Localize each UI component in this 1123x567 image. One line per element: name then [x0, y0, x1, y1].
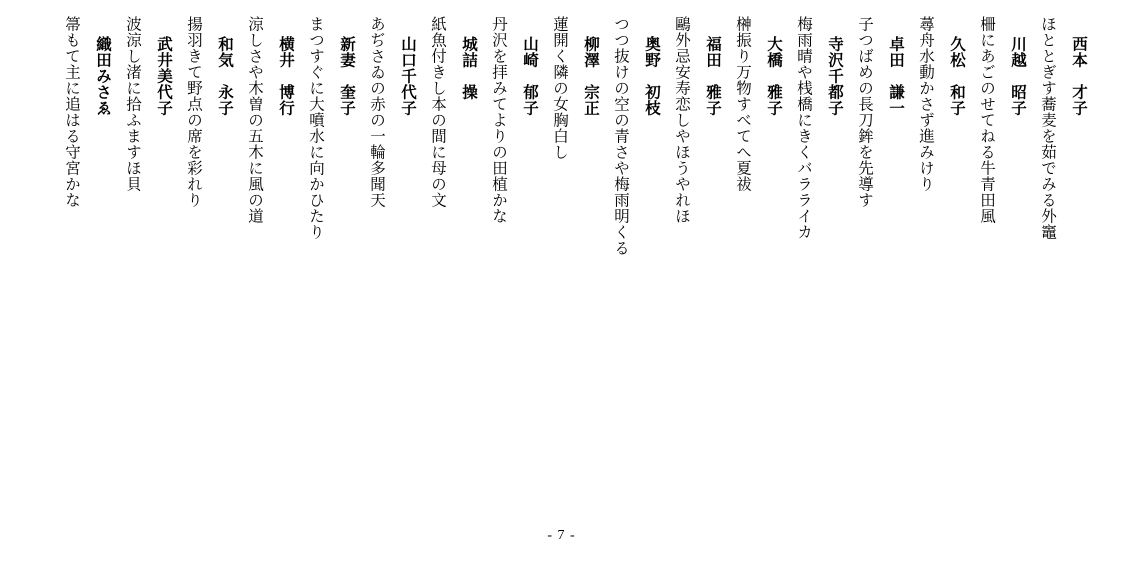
- haiku-entry: [916, 16, 967, 192]
- haiku-entry: [733, 16, 784, 192]
- haiku-text: 箒もて主に追はる守宮かな: [63, 16, 81, 208]
- haiku-text: 紙魚付きし本の間に母の文: [429, 16, 447, 208]
- haiku-author: 山口千代子: [399, 36, 418, 116]
- haiku-author: 西本 才子: [1070, 36, 1089, 116]
- haiku-entry: [428, 16, 479, 208]
- haiku-author: 山崎 郁子: [521, 36, 540, 116]
- haiku-author: 柳澤 宗正: [582, 36, 601, 116]
- haiku-entry: [855, 16, 906, 208]
- haiku-author: 卓田 謙一: [887, 36, 906, 116]
- haiku-text: 柵にあごのせてねる牛青田風: [978, 16, 996, 224]
- haiku-author: 久松 和子: [948, 36, 967, 116]
- haiku-entry: [672, 16, 723, 224]
- haiku-entry: [62, 16, 113, 208]
- haiku-text: つつ抜けの空の青さや梅雨明くる: [612, 16, 630, 256]
- haiku-entry: [306, 16, 357, 240]
- haiku-entry: [977, 16, 1028, 224]
- haiku-author: 川越 昭子: [1009, 36, 1028, 116]
- haiku-entry: [184, 16, 235, 208]
- haiku-text: 蓮開く隣の女胸白し: [551, 16, 569, 160]
- haiku-text: 丹沢を拝みてよりの田植かな: [490, 16, 508, 224]
- haiku-text: 鷗外忌安寿恋しやほうやれほ: [673, 16, 691, 224]
- haiku-entry: [1038, 16, 1089, 240]
- haiku-entry: [489, 16, 540, 224]
- page-number: - 7 -: [547, 528, 576, 543]
- haiku-author: 横井 博行: [277, 36, 296, 116]
- haiku-entry: [367, 16, 418, 208]
- haiku-author: 福田 雅子: [704, 36, 723, 116]
- haiku-author: 寺沢千都子: [826, 36, 845, 116]
- haiku-entry: [123, 16, 174, 192]
- haiku-text: 梅雨晴や桟橋にきくバラライカ: [795, 16, 813, 240]
- haiku-entry: [794, 16, 845, 240]
- haiku-author: 奥野 初枝: [643, 36, 662, 116]
- haiku-entry: [550, 16, 601, 160]
- haiku-column-list: [52, 16, 1089, 256]
- haiku-text: あぢさゐの赤の一輪多聞天: [368, 16, 386, 208]
- haiku-author: 武井美代子: [155, 36, 174, 116]
- haiku-entry: [611, 16, 662, 256]
- haiku-author: 城詰 操: [460, 36, 479, 100]
- haiku-author: 織田みさゑ: [94, 36, 113, 116]
- haiku-text: 揚羽きて野点の席を彩れり: [185, 16, 203, 208]
- haiku-text: 波涼し渚に拾ふますほ貝: [124, 16, 142, 192]
- haiku-text: ほととぎす蕎麦を茹でみる外竈: [1039, 16, 1057, 240]
- haiku-text: 榊振り万物すべてへ夏祓: [734, 16, 752, 192]
- haiku-entry: [245, 16, 296, 224]
- haiku-text: 蕁舟水動かさず進みけり: [917, 16, 935, 192]
- haiku-author: 新妻 奎子: [338, 36, 357, 116]
- haiku-author: 和気 永子: [216, 36, 235, 116]
- haiku-text: まつすぐに大噴水に向かひたり: [307, 16, 325, 240]
- haiku-text: 子つばめの長刀鉾を先導す: [856, 16, 874, 208]
- haiku-text: 涼しさや木曽の五木に風の道: [246, 16, 264, 224]
- haiku-author: 大橋 雅子: [765, 36, 784, 116]
